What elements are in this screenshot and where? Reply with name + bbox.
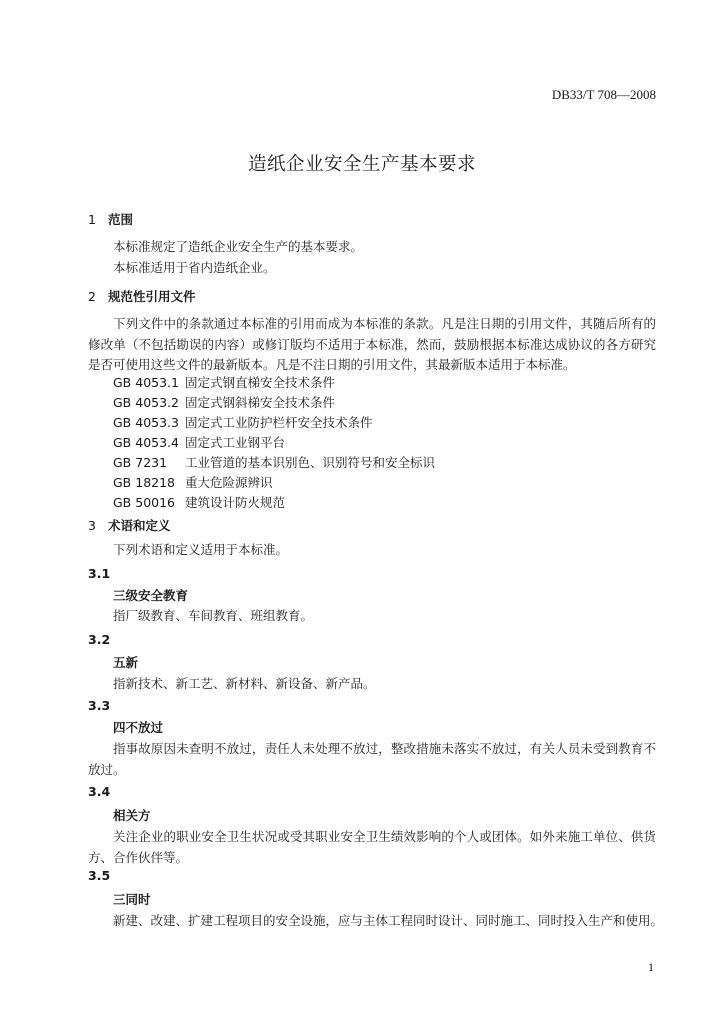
reference-item (113, 433, 285, 454)
section-2-intro: 下列文件中的条款通过本标准的引用而成为本标准的条款。凡是注日期的引用文件，其随后所有的修改单（不包括勘误的内容）或修订版均不适用于本标准，然而，鼓励根据本标准达成协议的各方研究是否可使用这些文件的最新版本。凡是不注日期的引用文件，其最新版本适用于本标准。 (88, 316, 656, 372)
section-1-paragraph-2: 本标准适用于省内造纸企业。 (113, 260, 276, 275)
reference-item (113, 413, 373, 434)
section-number: 2 (88, 289, 96, 304)
section-1-heading (88, 210, 133, 228)
term-name: 五新 (113, 655, 139, 670)
section-title: 术语和定义 (108, 518, 171, 533)
reference-title: 固定式钢直梯安全技术条件 (185, 375, 336, 390)
reference-title: 固定式工业钢平台 (185, 435, 286, 450)
section-3-heading (88, 516, 171, 534)
reference-item (113, 493, 285, 514)
term-name: 三级安全教育 (113, 588, 189, 603)
reference-item (113, 373, 335, 394)
reference-title: 重大危险源辨识 (185, 475, 273, 490)
term-definition: 指厂级教育、车间教育、班组教育。 (113, 608, 314, 623)
reference-title: 固定式钢斜梯安全技术条件 (185, 395, 336, 410)
page-number: 1 (648, 960, 654, 974)
reference-title: 工业管道的基本识别色、识别符号和安全标识 (185, 455, 436, 470)
term-definition: 新建、改建、扩建工程项目的安全设施，应与主体工程同时设计、同时施工、同时投入生产和使用。 (113, 913, 664, 928)
section-3-intro: 下列术语和定义适用于本标准。 (113, 542, 289, 557)
reference-code: GB 7231 (113, 455, 168, 470)
term-number: 3.5 (88, 868, 111, 883)
term-name: 相关方 (113, 808, 151, 823)
reference-code: GB 4053.1 (113, 375, 179, 390)
document-code: DB33/T 708—2008 (551, 87, 656, 102)
reference-item (113, 393, 335, 414)
term-definition: 指新技术、新工艺、新材料、新设备、新产品。 (113, 676, 376, 691)
section-2-heading (88, 287, 196, 305)
section-title: 范围 (108, 212, 134, 227)
reference-item (113, 453, 435, 474)
reference-code: GB 50016 (113, 495, 175, 510)
section-number: 3 (88, 518, 96, 533)
section-title: 规范性引用文件 (108, 289, 196, 304)
reference-code: GB 4053.3 (113, 415, 179, 430)
section-1-paragraph-1: 本标准规定了造纸企业安全生产的基本要求。 (113, 239, 364, 254)
reference-title: 建筑设计防火规范 (185, 495, 286, 510)
term-number: 3.2 (88, 632, 111, 647)
term-number: 3.4 (88, 784, 111, 799)
reference-item (113, 473, 273, 494)
term-definition: 关注企业的职业安全卫生状况或受其职业安全卫生绩效影响的个人或团体。如外来施工单位、供货方、合作伙伴等。 (88, 829, 656, 865)
reference-code: GB 4053.4 (113, 435, 179, 450)
section-number: 1 (88, 212, 96, 227)
term-number: 3.3 (88, 698, 111, 713)
term-definition: 指事故原因未查明不放过，责任人未处理不放过，整改措施未落实不放过，有关人员未受到教育不放过。 (88, 741, 656, 777)
term-number: 3.1 (88, 566, 111, 581)
reference-code: GB 18218 (113, 475, 175, 490)
term-name: 四不放过 (113, 720, 164, 735)
term-name: 三同时 (113, 892, 151, 907)
reference-title: 固定式工业防护栏杆安全技术条件 (185, 415, 373, 430)
reference-code: GB 4053.2 (113, 395, 179, 410)
document-title: 造纸企业安全生产基本要求 (247, 154, 476, 175)
